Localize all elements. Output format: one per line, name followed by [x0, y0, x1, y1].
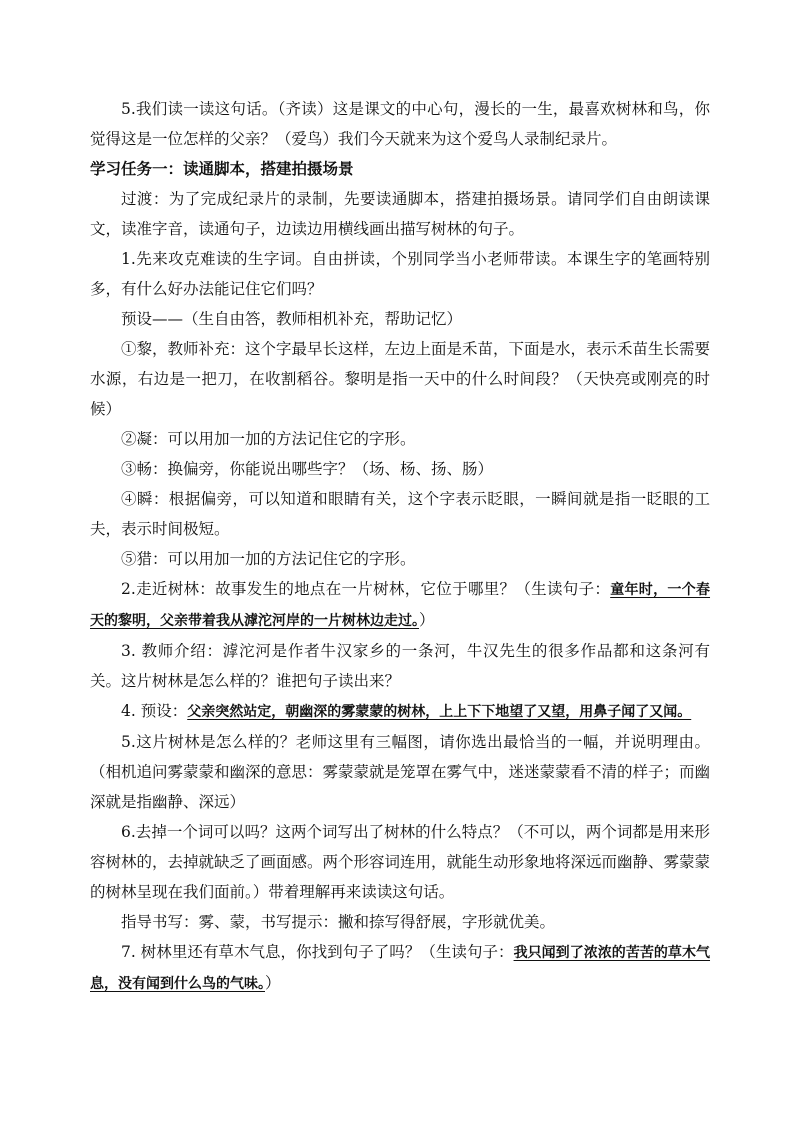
paragraph-preset: 预设——（生自由答，教师相机补充，帮助记忆）	[121, 310, 463, 328]
text: 7. 树林里还有草木气息，你找到句子了吗？（生读句子：	[121, 943, 514, 961]
paragraph-central-sentence: 5.我们读一读这句话。（齐读）这是课文的中心句，漫长的一生，最喜欢树林和鸟，你觉得这是一位怎样的父亲？（爱鸟）我们今天就来为这个爱鸟人录制纪录片。	[90, 100, 710, 148]
paragraph-char-ning: ②凝：可以用加一加的方法记住它的字形。	[121, 430, 416, 448]
paragraph-char-lie: ⑤猎：可以用加一加的方法记住它的字形。	[121, 550, 416, 568]
paragraph-new-words: 1.先来攻克难读的生字词。自由拼读，个别同学当小老师带读。本课生字的笔画特别多，有什么好办法能记住它们吗？	[90, 250, 710, 298]
document-body	[90, 94, 710, 999]
paragraph-plant-smell	[90, 937, 710, 999]
text: 4. 预设：	[121, 702, 188, 720]
paragraph-char-shun: ④瞬：根据偏旁，可以知道和眼睛有关，这个字表示眨眼，一瞬间就是指一眨眼的工夫，表示时间极短。	[90, 490, 710, 538]
quoted-sentence: 童年时，一个春天的黎明，父亲带着我从滹沱河岸的一片树林边走过。	[90, 582, 711, 629]
paragraph-char-li: ①黎，教师补充：这个字最早长这样，左边上面是禾苗，下面是水，表示禾苗生长需要水源，右边是一把刀，在收割稻谷。黎明是指一天中的什么时间段？（天快亮或刚亮的时候）	[90, 340, 711, 418]
quoted-sentence: 父亲突然站定，朝幽深的雾蒙蒙的树林，上上下下地望了又望，用鼻子闻了又闻。	[187, 704, 692, 720]
text: 2.走近树林：故事发生的地点在一片树林，它位于哪里？（生读句子：	[121, 580, 611, 598]
paragraph-approach-forest	[90, 574, 710, 636]
paragraph-forest-pictures: 5.这片树林是怎么样的？老师这里有三幅图，请你选出最恰当的一幅，并说明理由。（相机追问雾蒙蒙和幽深的意思：雾蒙蒙就是笼罩在雾气中，迷迷蒙蒙看不清的样子；而幽深就是指幽静、深远）	[90, 733, 711, 811]
paragraph-writing-guide: 指导书写：雾、蒙，书写提示：撇和捺写得舒展，字形就优美。	[121, 913, 556, 931]
paragraph-remove-word: 6.去掉一个词可以吗？这两个词写出了树林的什么特点？（不可以，两个词都是用来形容树林的，去掉就缺乏了画面感。两个形容词连用，就能生动形象地将深远而幽静、雾蒙蒙的树林呈现在我们面前。）带着理解再来读读这句话。	[90, 823, 711, 901]
paragraph-teacher-intro: 3. 教师介绍：滹沱河是作者牛汉家乡的一条河，牛汉先生的很多作品都和这条河有关。这片树林是怎么样的？谁把句子读出来？	[90, 642, 710, 690]
paragraph-preset-quote	[90, 696, 710, 727]
paragraph-char-chang: ③畅：换偏旁，你能说出哪些字？（场、杨、扬、肠）	[121, 460, 494, 478]
text: ）	[419, 611, 435, 629]
quoted-sentence: 我只闻到了浓浓的苦苦的草木气息，没有闻到什么鸟的气味。	[90, 945, 711, 992]
paragraph-transition: 过渡：为了完成纪录片的录制，先要读通脚本，搭建拍摄场景。请同学们自由朗读课文，读准字音，读通句子，边读边用横线画出描写树林的句子。	[90, 190, 710, 238]
task-heading: 学习任务一：读通脚本，搭建拍摄场景	[90, 159, 354, 178]
text: ）	[265, 974, 281, 992]
